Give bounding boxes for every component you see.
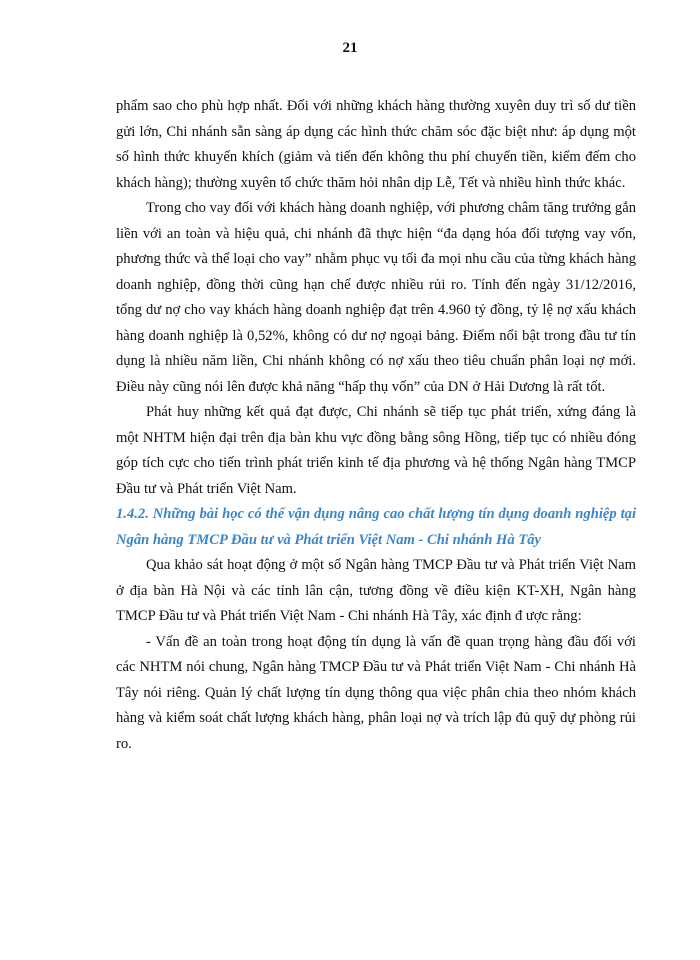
paragraph-continuation: phẩm sao cho phù hợp nhất. Đối với những khách hàng thường xuyên duy trì số dư tiền gửi lớn, Chi nhánh sẵn sàng áp dụng các hình thức chăm sóc đặc biệt như: áp dụng một số hình thức khuyến khích (giảm và tiến đến không thu phí chuyển tiền, kiểm đếm cho khách hàng); thường xuyên tổ chức thăm hỏi nhân dịp Lễ, Tết và nhiều hình thức khác. — [116, 98, 636, 191]
section-heading-1-4-2: 1.4.2. Những bài học có thể vận dụng nâng cao chất lượng tín dụng doanh nghiệp tại Ngân hàng TMCP Đầu tư và Phát triển Việt Nam - Chi nhánh Hà Tây — [116, 506, 636, 548]
body-text — [116, 94, 636, 757]
paragraph-credit-safety: - Vấn đề an toàn trong hoạt động tín dụng là vấn đề quan trọng hàng đầu đối với các NHTM nói chung, Ngân hàng TMCP Đầu tư và Phát triển Việt Nam - Chi nhánh Hà Tây nói riêng. Quản lý chất lượng tín dụng thông qua việc phân chia theo nhóm khách hàng và kiểm soát chất lượng khách hàng, phân loại nợ và trích lập đủ quỹ dự phòng rủi ro. — [116, 633, 636, 752]
page-number: 21 — [342, 40, 358, 56]
paragraph-survey: Qua khảo sát hoạt động ở một số Ngân hàng TMCP Đầu tư và Phát triển Việt Nam ở địa bàn Hà Nội và các tỉnh lân cận, tương đồng về điều kiện KT-XH, Ngân hàng TMCP Đầu tư và Phát triển Việt Nam - Chi nhánh Hà Tây, xác định đ ược rằng: — [116, 557, 636, 624]
paragraph-development: Phát huy những kết quả đạt được, Chi nhánh sẽ tiếp tục phát triển, xứng đáng là một NHTM hiện đại trên địa bàn khu vực đồng bằng sông Hồng, tiếp tục có nhiều đóng góp tích cực cho tiến trình phát triển kinh tế địa phương và hệ thống Ngân hàng TMCP Đầu tư và Phát triển Việt Nam. — [116, 404, 636, 497]
paragraph-corporate-lending: Trong cho vay đối với khách hàng doanh nghiệp, với phương châm tăng trưởng gắn liền với an toàn và hiệu quả, chi nhánh đã thực hiện “đa dạng hóa đối tượng vay vốn, phương thức và thể loại cho vay” nhằm phục vụ tối đa mọi nhu cầu của từng khách hàng doanh nghiệp, đồng thời cũng hạn chế được nhiều rủi ro. Tính đến ngày 31/12/2016, tổng dư nợ cho vay khách hàng doanh nghiệp đạt trên 4.960 tỷ đồng, tỷ lệ nợ xấu khách hàng doanh nghiệp là 0,52%, không có dư nợ ngoại bảng. Điểm nổi bật trong đầu tư tín dụng là nhiều năm liền, Chi nhánh không có nợ xấu theo tiêu chuẩn phân loại nợ mới. Điều này cũng nói lên được khả năng “hấp thụ vốn” của DN ở Hải Dương là rất tốt. — [116, 200, 636, 395]
